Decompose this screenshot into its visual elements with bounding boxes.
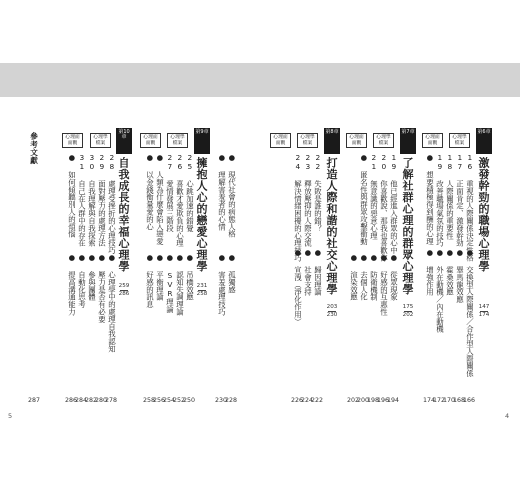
toc-entry[interactable]: ● 好感的互惠性: [379, 253, 389, 316]
toc-entry[interactable]: 21 無意識的惡意心理: [369, 153, 379, 240]
chapter-10-title: 自我成長的幸福心理學: [117, 157, 130, 272]
toc-entry[interactable]: 30 自我理解與自我探索: [87, 153, 97, 247]
toc-entry[interactable]: 22 失敗是誰的錯？: [313, 153, 323, 232]
chapter-10-range-end: 286: [118, 291, 130, 297]
chapter-10-range-start: 259: [118, 283, 130, 289]
toc-entry[interactable]: 31 自己在人群中的存在: [77, 153, 87, 247]
toc-entry[interactable]: ● 宣洩（淨化作用）: [293, 248, 303, 326]
toc-entry[interactable]: ● 心理學中的處理自我認知: [107, 253, 117, 353]
toc-entry[interactable]: ● 畢馬龍效應: [455, 248, 465, 303]
toc-entry[interactable]: ● 人類為什麼會陷入戀愛: [155, 153, 165, 245]
chapter-6-range: [476, 304, 492, 319]
toc-entry[interactable]: 25 心跳加速的錯覺: [185, 153, 195, 232]
page-number: 250: [182, 397, 196, 404]
chapter-8-range-end: 230: [326, 312, 338, 318]
page-number: 168: [452, 397, 466, 404]
chapter-8-range-start: 203: [326, 304, 338, 310]
references-title: 參考文獻: [29, 132, 39, 165]
toc-entry[interactable]: ● 去個人化: [359, 253, 369, 301]
page-number: 222: [310, 397, 324, 404]
chapter-6-badge: [476, 128, 492, 154]
page-number: 202: [346, 397, 360, 404]
chapter-7-badge: [400, 128, 416, 154]
page-number: 200: [356, 397, 370, 404]
toc-entry[interactable]: 17 正面肯定、激發幹勁: [455, 153, 465, 247]
chapter-8-range: [324, 304, 340, 319]
chapter-7-box-b: 心理學檔案: [373, 133, 394, 148]
page-number: 284: [74, 397, 88, 404]
chapter-6-range-start: 147: [478, 304, 490, 310]
chapter-9-badge: [194, 128, 210, 154]
toc-entry[interactable]: 19 他已經進入群眾的心中: [389, 153, 399, 254]
toc-entry[interactable]: ● 社會支持: [303, 248, 313, 296]
page-number: 286: [64, 397, 78, 404]
toc-entry[interactable]: ● 好感的訊息: [145, 253, 155, 308]
chapter-6-range-end: 174: [478, 312, 490, 318]
page-number: 194: [386, 397, 400, 404]
chapter-6-box-a: 心理面面觀: [422, 133, 443, 148]
toc-entry[interactable]: 27 愛情發展三階段: [165, 153, 175, 232]
toc-entry[interactable]: ● 提高溝通能力: [67, 253, 77, 316]
page-number: 254: [162, 397, 176, 404]
toc-entry[interactable]: ● 以金錢衡量愛的心: [145, 153, 155, 231]
page-number: 166: [462, 397, 476, 404]
toc-entry[interactable]: ● 認知失調理論: [175, 253, 185, 316]
page-number: 258: [142, 397, 156, 404]
toc-entry[interactable]: ● 孤獨感: [227, 253, 237, 294]
folio-right: 4: [505, 412, 510, 420]
toc-entry[interactable]: ● 平衡理論: [155, 253, 165, 301]
chapter-7-badge-text: 第7章: [401, 129, 415, 135]
toc-entry[interactable]: ● 霍桑效應: [445, 248, 455, 296]
chapter-7-range-start: 175: [402, 304, 414, 310]
chapter-9-range-start: 231: [196, 283, 208, 289]
chapter-8-box-b: 心理學檔案: [297, 133, 318, 148]
toc-entry[interactable]: ● 渲染效應: [349, 253, 359, 301]
page-number: 230: [214, 397, 228, 404]
toc-entry[interactable]: ● SVR理論: [165, 253, 175, 313]
page-number: 196: [376, 397, 390, 404]
chapter-8-title: 打造人際和諧的社交心理學: [325, 157, 338, 295]
page-number: 282: [84, 397, 98, 404]
toc-entry[interactable]: 29 面對壓力的處理方法: [97, 153, 107, 247]
page-number: 224: [300, 397, 314, 404]
chapter-10-range: [116, 283, 132, 298]
page-number: 172: [432, 397, 446, 404]
page-number: 198: [366, 397, 380, 404]
toc-entry[interactable]: 26 喜歡才愛欺負的心理: [175, 153, 185, 247]
chapter-7-box-a: 心理面面觀: [346, 133, 367, 148]
page-number: 256: [152, 397, 166, 404]
chapter-9-box-b: 心理學檔案: [167, 133, 188, 148]
toc-entry[interactable]: 19 改善職場氣氛的技巧: [435, 153, 445, 247]
toc-entry[interactable]: ● 外在動機／內在動機: [435, 248, 445, 333]
toc-entry[interactable]: 23 釋放壓抑的人際交流: [303, 153, 313, 247]
toc-entry[interactable]: ● 交換型人際關係／合作型人際關係: [465, 248, 475, 377]
folio-left: 5: [8, 412, 13, 420]
toc-entry[interactable]: ● 增強作用: [425, 248, 435, 296]
chapter-9-range: [194, 283, 210, 298]
toc-entry[interactable]: ● 自動化思考: [77, 253, 87, 308]
chapter-10-box-b: 心理學檔案: [90, 133, 111, 148]
chapter-10-badge: [116, 128, 132, 154]
toc-entry[interactable]: ● 歸因理論: [313, 248, 323, 296]
toc-entry[interactable]: ● 從眾現象: [389, 253, 399, 301]
toc-entry[interactable]: 18 人際關係的重要性: [445, 153, 455, 240]
references-page: 287: [27, 397, 41, 404]
toc-entry[interactable]: 20 你喜歡說、那我也喜歡你: [379, 153, 389, 262]
chapter-7-range-end: 202: [402, 312, 414, 318]
page-number: 252: [172, 397, 186, 404]
page-number: 174: [422, 397, 436, 404]
page-number: 226: [290, 397, 304, 404]
chapter-6-title: 激發幹勁的職場心理學: [477, 157, 490, 272]
page-number: 228: [224, 397, 238, 404]
toc-entry[interactable]: ● 如何傾聽別人的煩惱: [67, 153, 77, 238]
chapter-7-title: 了解社群心理的群眾心理學: [401, 157, 414, 295]
chapter-9-badge-text: 第9章: [195, 129, 209, 135]
chapter-8-badge-text: 第8章: [325, 129, 339, 135]
toc-entry[interactable]: ● 現代社會的病態人格: [227, 153, 237, 238]
chapter-10-box-a: 心理面面觀: [62, 133, 83, 148]
chapter-7-range: [400, 304, 416, 319]
toc-entry[interactable]: 28 處理受挫折的心理技巧: [107, 153, 117, 254]
page-number: 280: [94, 397, 108, 404]
chapter-6-badge-text: 第6章: [477, 129, 491, 135]
toc-entry[interactable]: ● 壓力是否有必要: [97, 253, 107, 323]
toc-entry[interactable]: ● 理解害羞者的心情: [217, 153, 227, 231]
toc-entry[interactable]: ● 害羞處理技巧: [217, 253, 227, 316]
chapter-6-box-b: 心理學檔案: [449, 133, 470, 148]
toc-entry[interactable]: ● 吊橋效應: [185, 253, 195, 301]
chapter-9-box-a: 心理面面觀: [140, 133, 161, 148]
toc-entry[interactable]: 16 重視的人際關係決定性格: [465, 153, 475, 262]
toc-entry[interactable]: ● 匿名性與群眾攻擊衝動: [359, 153, 369, 245]
toc-entry[interactable]: ● 參與團體: [87, 253, 97, 301]
page-number: 170: [442, 397, 456, 404]
chapter-9-title: 擁抱人心的戀愛心理學: [195, 157, 208, 272]
toc-entry[interactable]: ● 防衛機制: [369, 253, 379, 301]
chapter-8-badge: [324, 128, 340, 154]
toc-entry[interactable]: ● 想要積極得到酬的心理: [425, 153, 435, 245]
page-number: 278: [104, 397, 118, 404]
header-band: [0, 63, 520, 97]
chapter-8-box-a: 心理面面觀: [270, 133, 291, 148]
chapter-10-badge-text: 第10章: [118, 129, 130, 140]
toc-entry[interactable]: 24 解決情緒困擾的心理技巧: [293, 153, 303, 262]
chapter-9-range-end: 258: [196, 291, 208, 297]
